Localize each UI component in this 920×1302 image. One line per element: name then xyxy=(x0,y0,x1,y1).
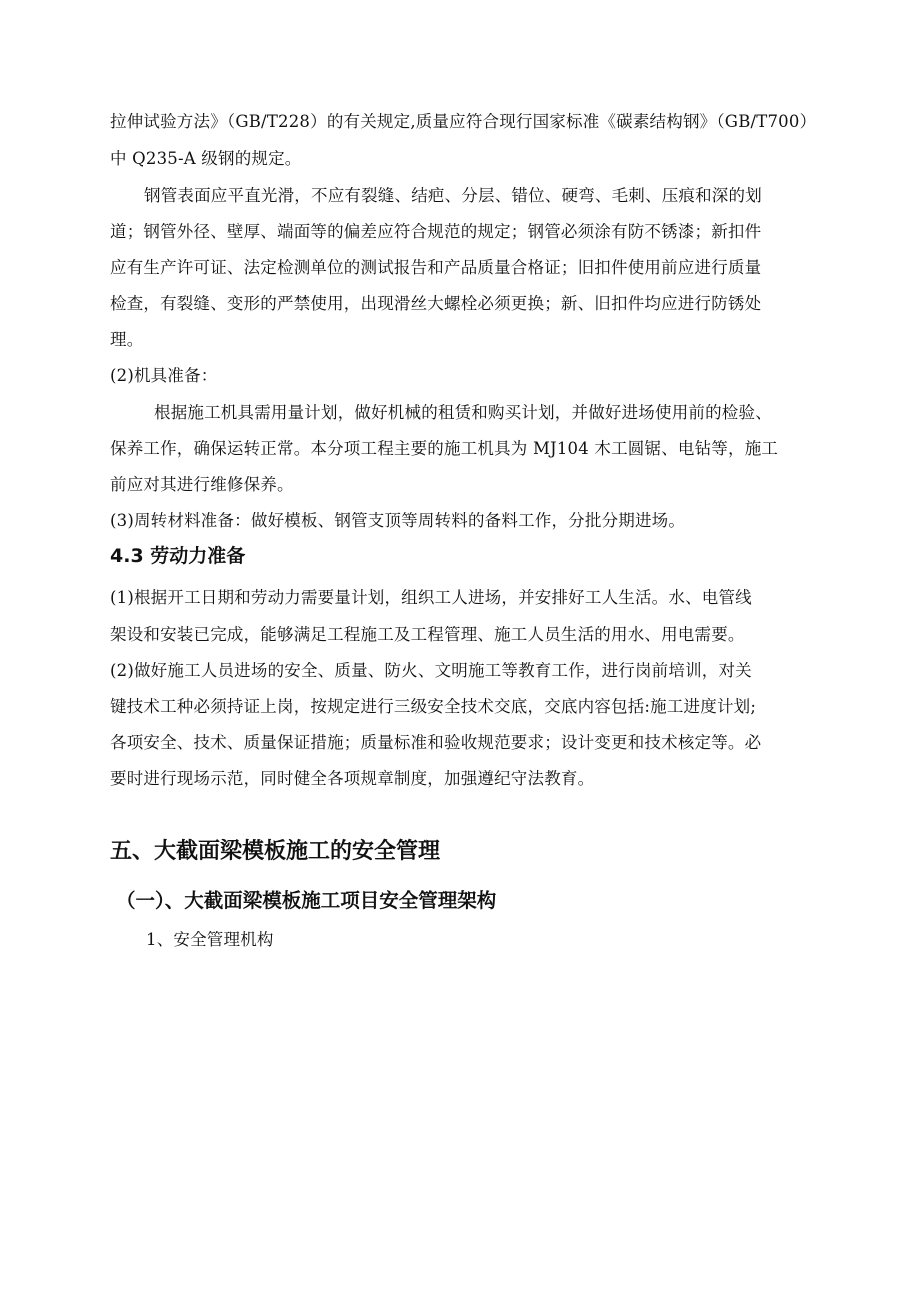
body-text-line: 应有生产许可证、法定检测单位的测试报告和产品质量合格证；旧扣件使用前应进行质量 xyxy=(110,258,762,277)
section-heading-4-3: 4.3 劳动力准备 xyxy=(110,545,246,567)
body-text-line: 道；钢管外径、壁厚、端面等的偏差应符合规范的规定；钢管必须涂有防不锈漆；新扣件 xyxy=(110,222,762,241)
body-text-line: 要时进行现场示范，同时健全各项规章制度，加强遵纪守法教育。 xyxy=(110,769,595,788)
body-text-line: 拉伸试验方法》（GB/T228）的有关规定,质量应符合现行国家标准《碳素结构钢》（GB/T700） xyxy=(110,112,817,131)
sub-item-label: (2)机具准备： xyxy=(110,366,218,385)
body-text-line: 检查，有裂缝、变形的严禁使用，出现滑丝大螺栓必须更换；新、旧扣件均应进行防锈处 xyxy=(110,294,762,313)
body-text-line: (3)周转材料准备：做好模板、钢管支顶等周转料的备料工作，分批分期进场。 xyxy=(110,511,686,530)
body-text-line: 架设和安装已完成，能够满足工程施工及工程管理、施工人员生活的用水、用电需要。 xyxy=(110,625,745,644)
body-text-line: 钢管表面应平直光滑，不应有裂缝、结疤、分层、错位、硬弯、毛刺、压痕和深的划 xyxy=(144,186,762,205)
body-text-line: 根据施工机具需用量计划，做好机械的租赁和购买计划，并做好进场使用前的检验、 xyxy=(154,403,772,422)
body-text-line: (2)做好施工人员进场的安全、质量、防火、文明施工等教育工作，进行岗前培训，对关 xyxy=(110,661,752,680)
body-text-line: 理。 xyxy=(110,330,144,349)
body-text-line: 保养工作，确保运转正常。本分项工程主要的施工机具为 MJ104 木工圆锯、电钻等，施工 xyxy=(110,439,779,458)
section-heading-5-1: （一）、大截面梁模板施工项目安全管理架构 xyxy=(116,889,497,912)
body-text-line: 前应对其进行维修保养。 xyxy=(110,475,294,494)
body-text-line: 各项安全、技术、质量保证措施；质量标准和验收规范要求；设计变更和技术核定等。必 xyxy=(110,733,762,752)
chapter-heading-5: 五、大截面梁模板施工的安全管理 xyxy=(110,839,441,864)
body-text-line: (1)根据开工日期和劳动力需要量计划，组织工人进场，并安排好工人生活。水、电管线 xyxy=(110,588,752,607)
body-text-line: 键技术工种必须持证上岗，按规定进行三级安全技术交底，交底内容包括:施工进度计划; xyxy=(110,697,757,716)
body-text-line: 中 Q235-A 级钢的规定。 xyxy=(110,149,302,168)
list-item: 1、安全管理机构 xyxy=(146,930,274,949)
